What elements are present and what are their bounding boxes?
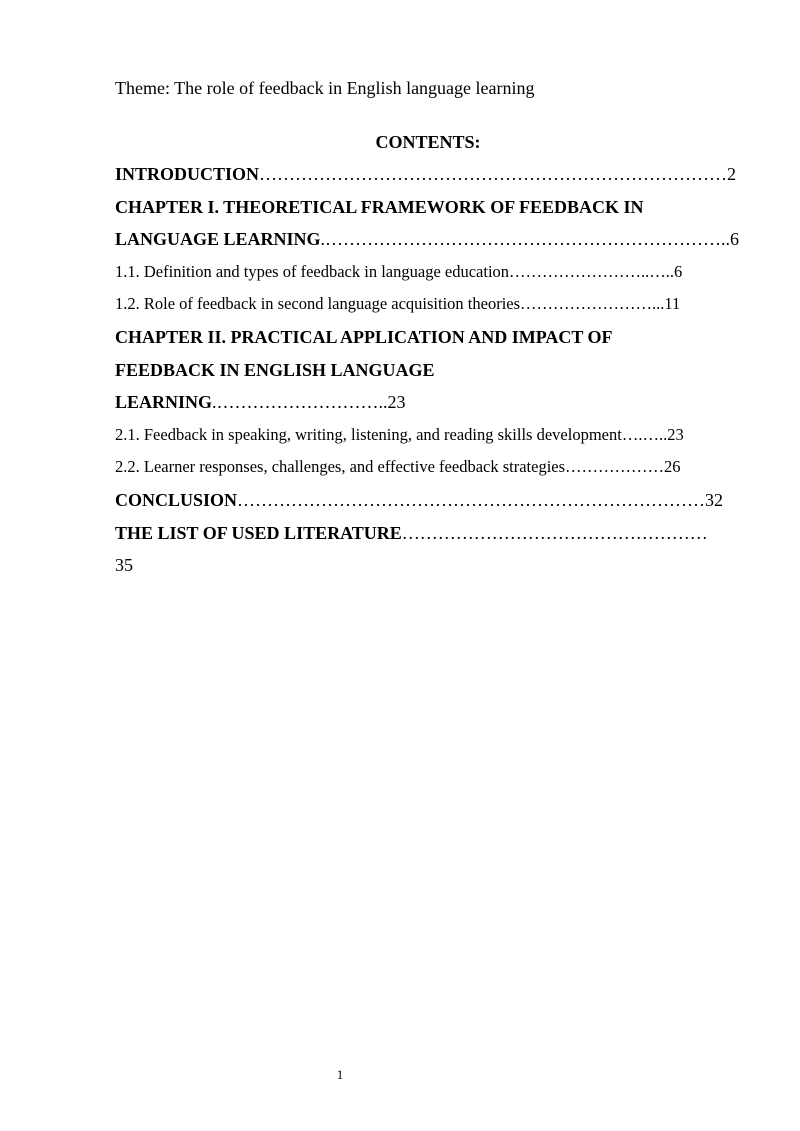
toc-page-number: 6 — [730, 229, 740, 250]
page-number: 1 — [336, 1067, 344, 1082]
toc-entry-section-2-1 — [115, 424, 745, 457]
toc-entry-section-1-1 — [115, 261, 745, 294]
toc-entry-introduction — [115, 163, 745, 196]
toc-entry-title: 1.1. Definition and types of feedback in language education — [115, 261, 510, 281]
toc-entry-title: LEARNING — [115, 392, 213, 413]
toc-page-number: 6 — [674, 261, 683, 281]
toc-entry-chapter-1-line-2 — [115, 228, 745, 261]
table-of-contents — [115, 163, 745, 587]
contents-heading: CONTENTS: — [375, 132, 481, 152]
toc-entry-title: CHAPTER II. PRACTICAL APPLICATION AND IMPACT OF — [115, 326, 613, 347]
toc-entry-title: CONCLUSION — [115, 489, 238, 510]
toc-leader: ….….. — [621, 424, 668, 444]
toc-page-number: 35 — [115, 555, 133, 576]
toc-leader: .……………………….. — [212, 392, 388, 413]
toc-entry-chapter-1-line-1 — [115, 196, 745, 229]
toc-entry-title: THE LIST OF USED LITERATURE — [115, 522, 402, 543]
toc-entry-chapter-2-line-2 — [115, 359, 745, 392]
toc-entry-conclusion — [115, 489, 745, 522]
toc-page-number: 2 — [727, 164, 737, 184]
theme-title: Theme: The role of feedback in English language learning — [115, 78, 535, 98]
toc-page-number: 23 — [387, 392, 406, 413]
toc-entry-title: INTRODUCTION — [115, 164, 260, 184]
toc-leader: …………………………………………………………………… — [259, 164, 728, 184]
toc-page-number: 32 — [705, 489, 724, 510]
toc-entry-title: FEEDBACK IN ENGLISH LANGUAGE — [115, 359, 435, 380]
toc-entry-literature-page — [115, 554, 745, 587]
toc-entry-title: 2.2. Learner responses, challenges, and effective feedback strategies — [115, 457, 566, 477]
toc-page-number: 26 — [664, 457, 681, 477]
toc-page-number: 11 — [664, 294, 681, 314]
toc-entry-section-2-2 — [115, 456, 745, 489]
toc-entry-title: LANGUAGE LEARNING — [115, 229, 321, 250]
toc-leader: …………………………………………………………………… — [237, 489, 706, 510]
toc-entry-chapter-2-line-3 — [115, 391, 745, 424]
toc-entry-section-1-2 — [115, 293, 745, 326]
toc-entry-title: 1.2. Role of feedback in second language acquisition theories — [115, 294, 521, 314]
toc-page-number: 23 — [667, 424, 684, 444]
toc-leader: ……………………..….. — [509, 261, 675, 281]
toc-entry-title: 2.1. Feedback in speaking, writing, listening, and reading skills development — [115, 424, 622, 444]
toc-leader: .………………………………………………………….. — [320, 229, 731, 250]
toc-leader: …………………………………………… — [401, 522, 708, 543]
toc-entry-chapter-2-line-1 — [115, 326, 745, 359]
toc-entry-literature — [115, 522, 745, 555]
toc-entry-title: CHAPTER I. THEORETICAL FRAMEWORK OF FEEDBACK IN — [115, 196, 644, 217]
toc-leader: ……………………... — [520, 294, 665, 314]
toc-leader: ……………… — [565, 457, 665, 477]
